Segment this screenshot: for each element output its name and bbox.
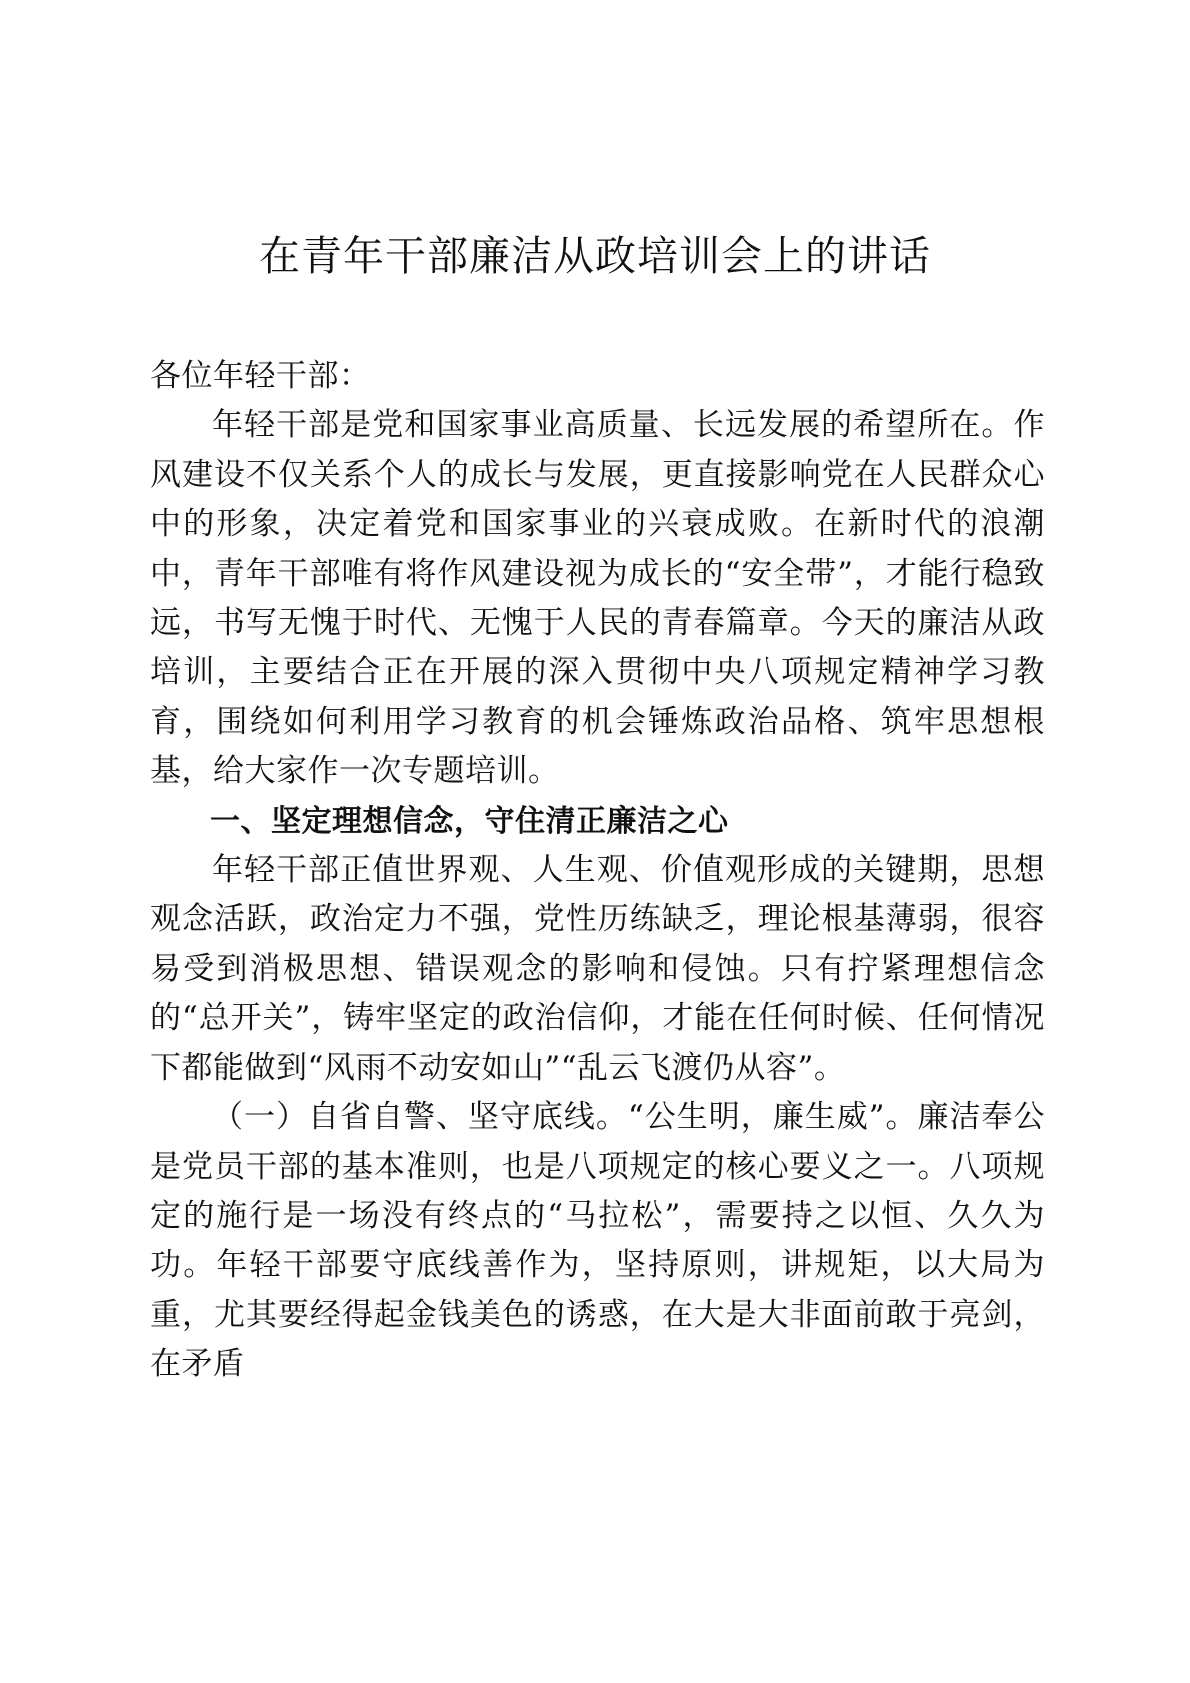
- salutation: 各位年轻干部：: [150, 358, 371, 394]
- subsection-paragraph: （一）自省自警、坚守底线。“公生明，廉生威”。廉洁奉公是党员干部的基本准则，也是八项规定的核心要义之一。八项规定的施行是一场没有终点的“马拉松”，需要持之以恒、久久为功。年轻干部要守底线善作为，坚持原则，讲规矩，以大局为重，尤其要经得起金钱美色的诱惑，在大是大非面前敢于亮剑，在矛盾: [150, 1099, 1045, 1383]
- intro-paragraph: 年轻干部是党和国家事业高质量、长远发展的希望所在。作风建设不仅关系个人的成长与发展，更直接影响党在人民群众心中的形象，决定着党和国家事业的兴衰成败。在新时代的浪潮中，青年干部唯有将作风建设视为成长的“安全带”，才能行稳致远，书写无愧于时代、无愧于人民的青春篇章。今天的廉洁从政培训，主要结合正在开展的深入贯彻中央八项规定精神学习教育，围绕如何利用学习教育的机会锤炼政治品格、筑牢思想根基，给大家作一次专题培训。: [150, 407, 1045, 790]
- document-body: [150, 352, 1045, 1390]
- document-title: 在青年干部廉洁从政培训会上的讲话: [259, 232, 931, 280]
- section-paragraph: 年轻干部正值世界观、人生观、价值观形成的关键期，思想观念活跃，政治定力不强，党性历练缺乏，理论根基薄弱，很容易受到消极思想、错误观念的影响和侵蚀。只有拧紧理想信念的“总开关”，铸牢坚定的政治信仰，才能在任何时候、任何情况下都能做到“风雨不动安如山”“乱云飞渡仍从容”。: [150, 852, 1045, 1086]
- section-heading: 一、坚定理想信念，守住清正廉洁之心: [210, 803, 729, 839]
